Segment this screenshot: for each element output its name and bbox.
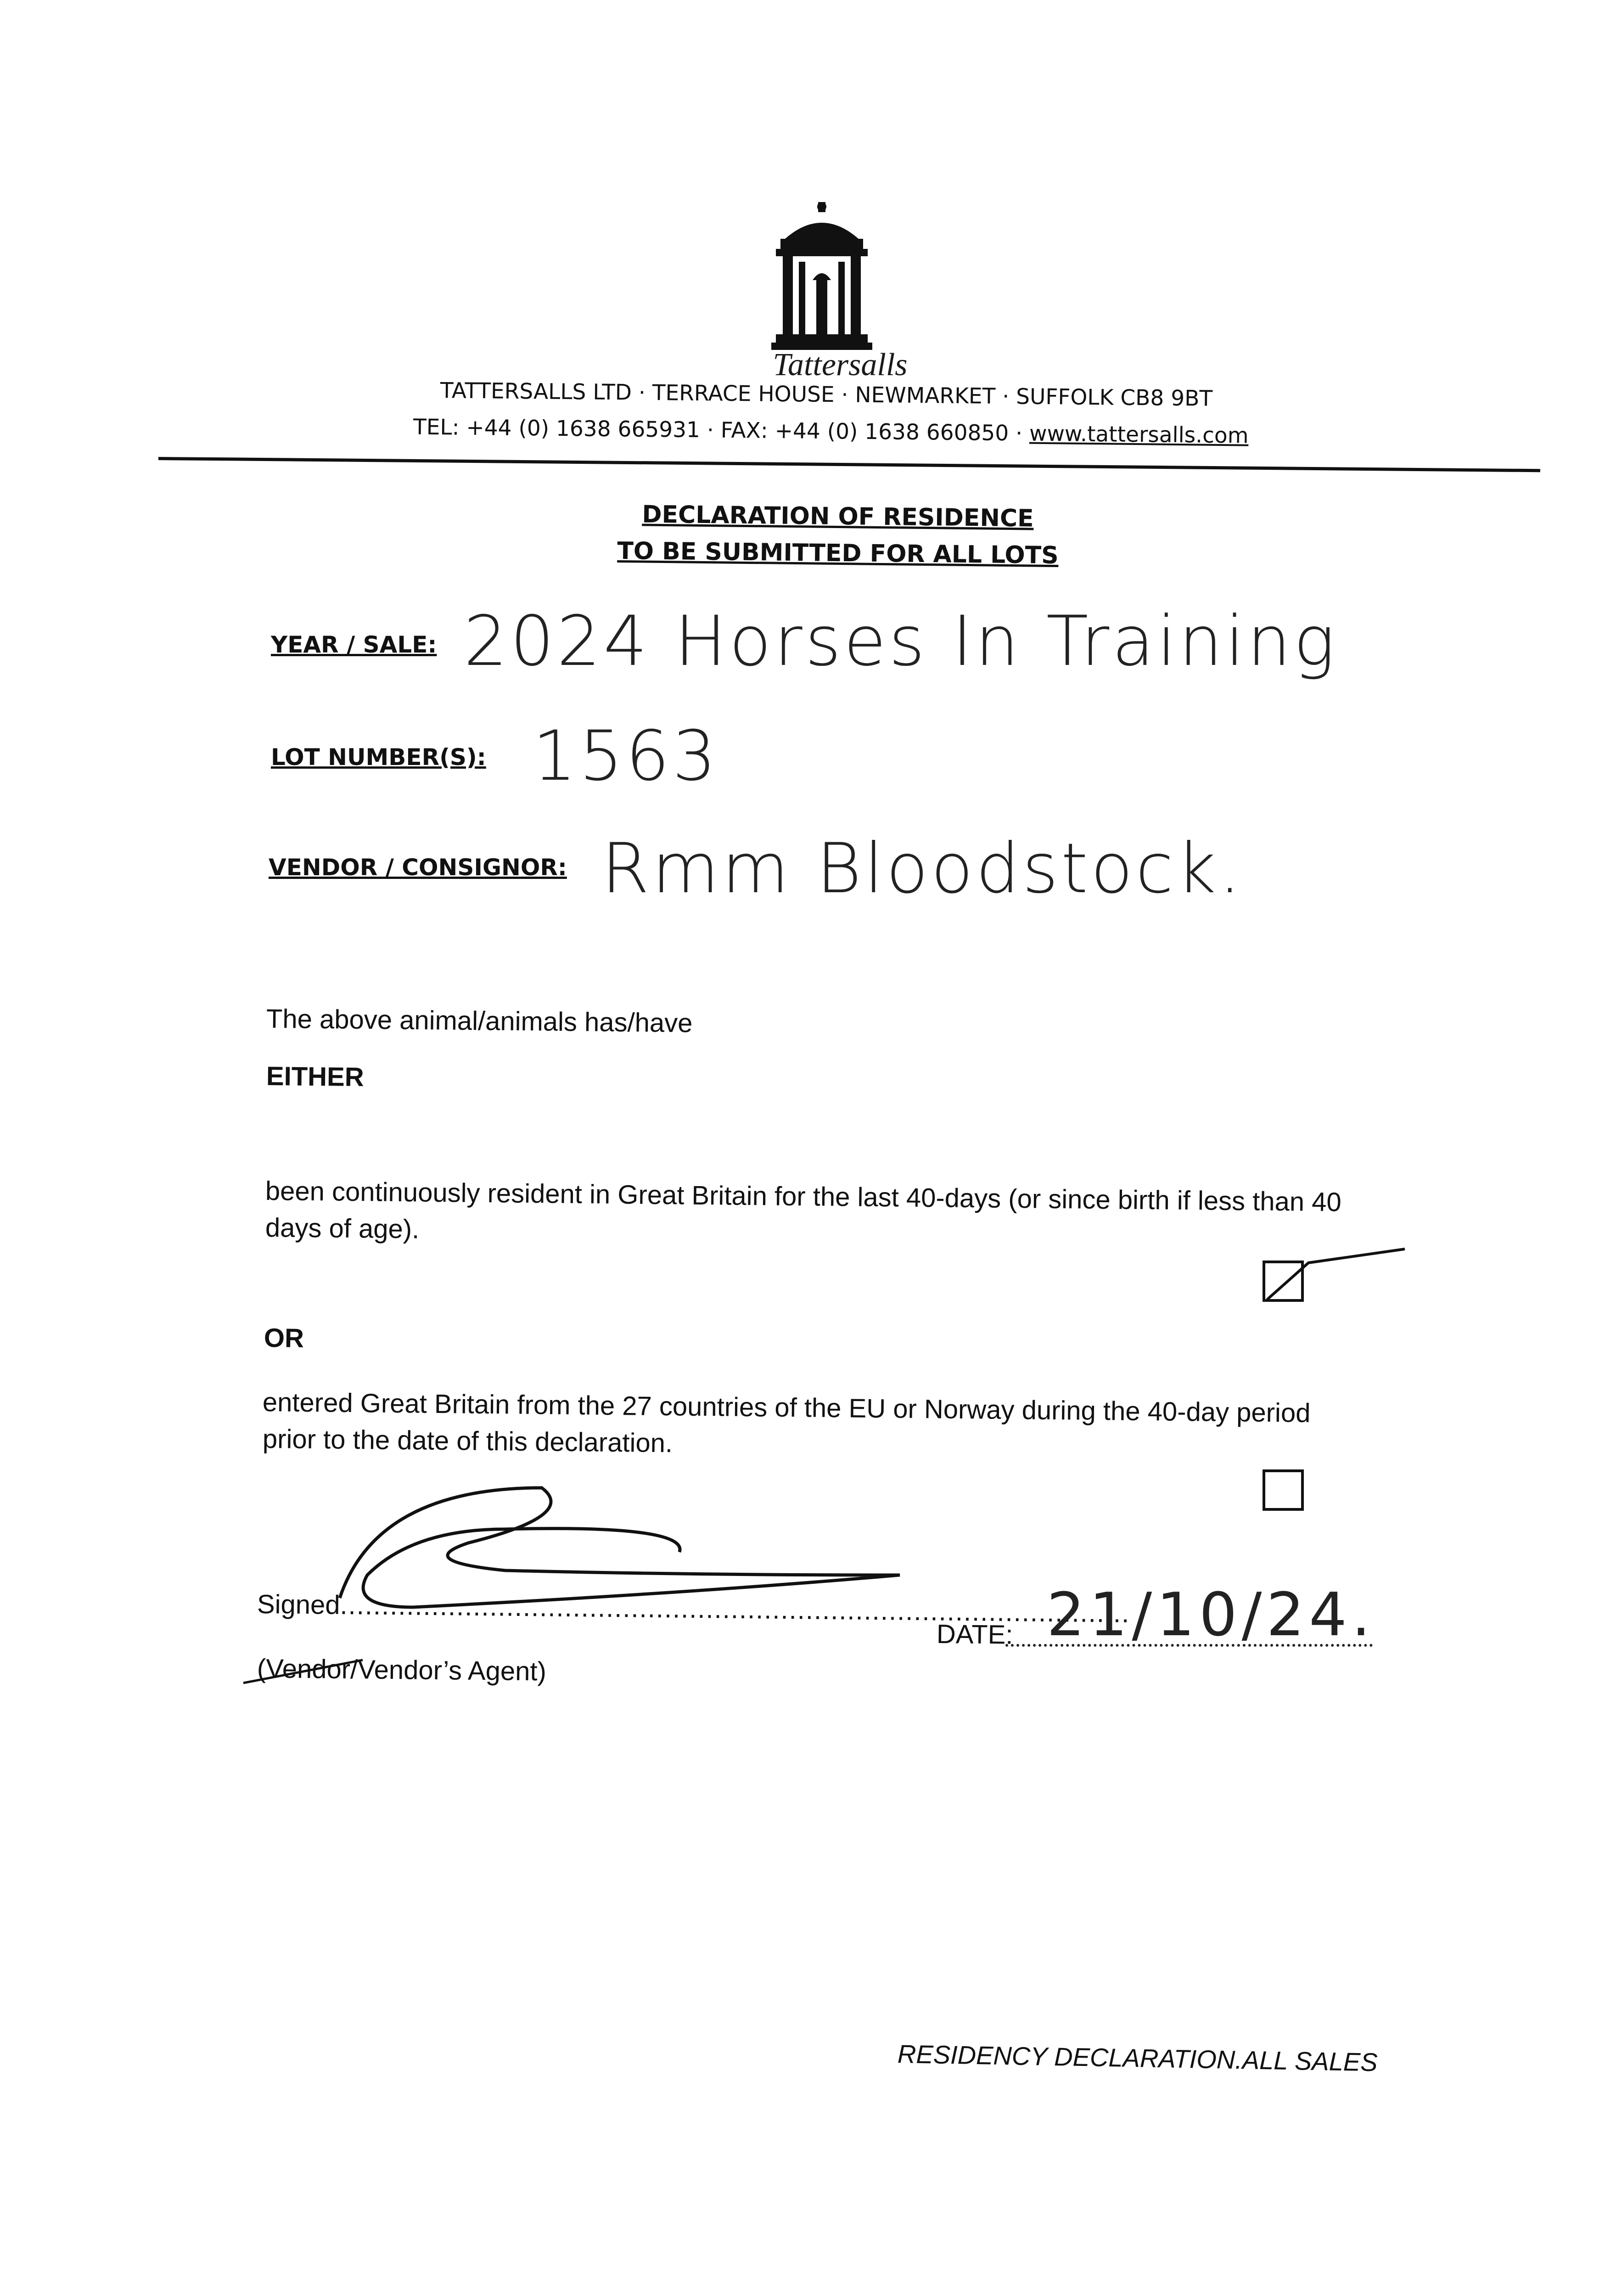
signature-line: ...............................................................................................: [340, 1590, 1130, 1628]
website-link[interactable]: www.tattersalls.com: [1029, 421, 1249, 449]
option2-text-line2: prior to the date of this declaration.: [262, 1424, 673, 1458]
document-subtitle: TO BE SUBMITTED FOR ALL LOTS: [617, 537, 1059, 570]
year-sale-label: YEAR / SALE:: [271, 631, 437, 658]
option2-text-line1: entered Great Britain from the 27 countries of the EU or Norway during the 40-day period: [262, 1387, 1311, 1428]
signed-label-text: Signed: [257, 1589, 340, 1620]
form-footer: RESIDENCY DECLARATION.ALL SALES: [897, 2039, 1378, 2077]
option1-text-line1: been continuously resident in Great Britain for the last 40-days (or since birth if less than 40: [265, 1176, 1342, 1217]
strikethrough-mark: [243, 1660, 363, 1683]
check-mark-icon: [1267, 1249, 1405, 1300]
contact-numbers: TEL: +44 (0) 1638 665931 · FAX: +44 (0) 1638 660850 ·: [413, 414, 1030, 446]
signature-icon: [340, 1488, 900, 1607]
lot-number-value[interactable]: 1563: [533, 716, 719, 796]
option1-text-line2: days of age).: [265, 1213, 420, 1244]
signer-role: (Vendor/Vendor’s Agent): [257, 1654, 547, 1687]
year-sale-value[interactable]: 2024 Horses In Training: [464, 602, 1338, 681]
lot-number-label: LOT NUMBER(S):: [271, 744, 486, 771]
vendor-consignor-label: VENDOR / CONSIGNOR:: [269, 854, 567, 881]
or-label: OR: [264, 1323, 304, 1353]
company-address: TATTERSALLS LTD · TERRACE HOUSE · NEWMARKET · SUFFOLK CB8 9BT: [440, 378, 1213, 411]
document-title: DECLARATION OF RESIDENCE: [642, 501, 1034, 533]
either-label: EITHER: [266, 1061, 365, 1092]
vendor-consignor-value[interactable]: Rmm Bloodstock.: [601, 829, 1244, 909]
date-label: DATE:: [936, 1619, 1013, 1650]
brand-name: Tattersalls: [773, 347, 908, 383]
date-value[interactable]: 21/10/24.: [1047, 1580, 1375, 1649]
intro-text: The above animal/animals has/have: [266, 1004, 693, 1038]
